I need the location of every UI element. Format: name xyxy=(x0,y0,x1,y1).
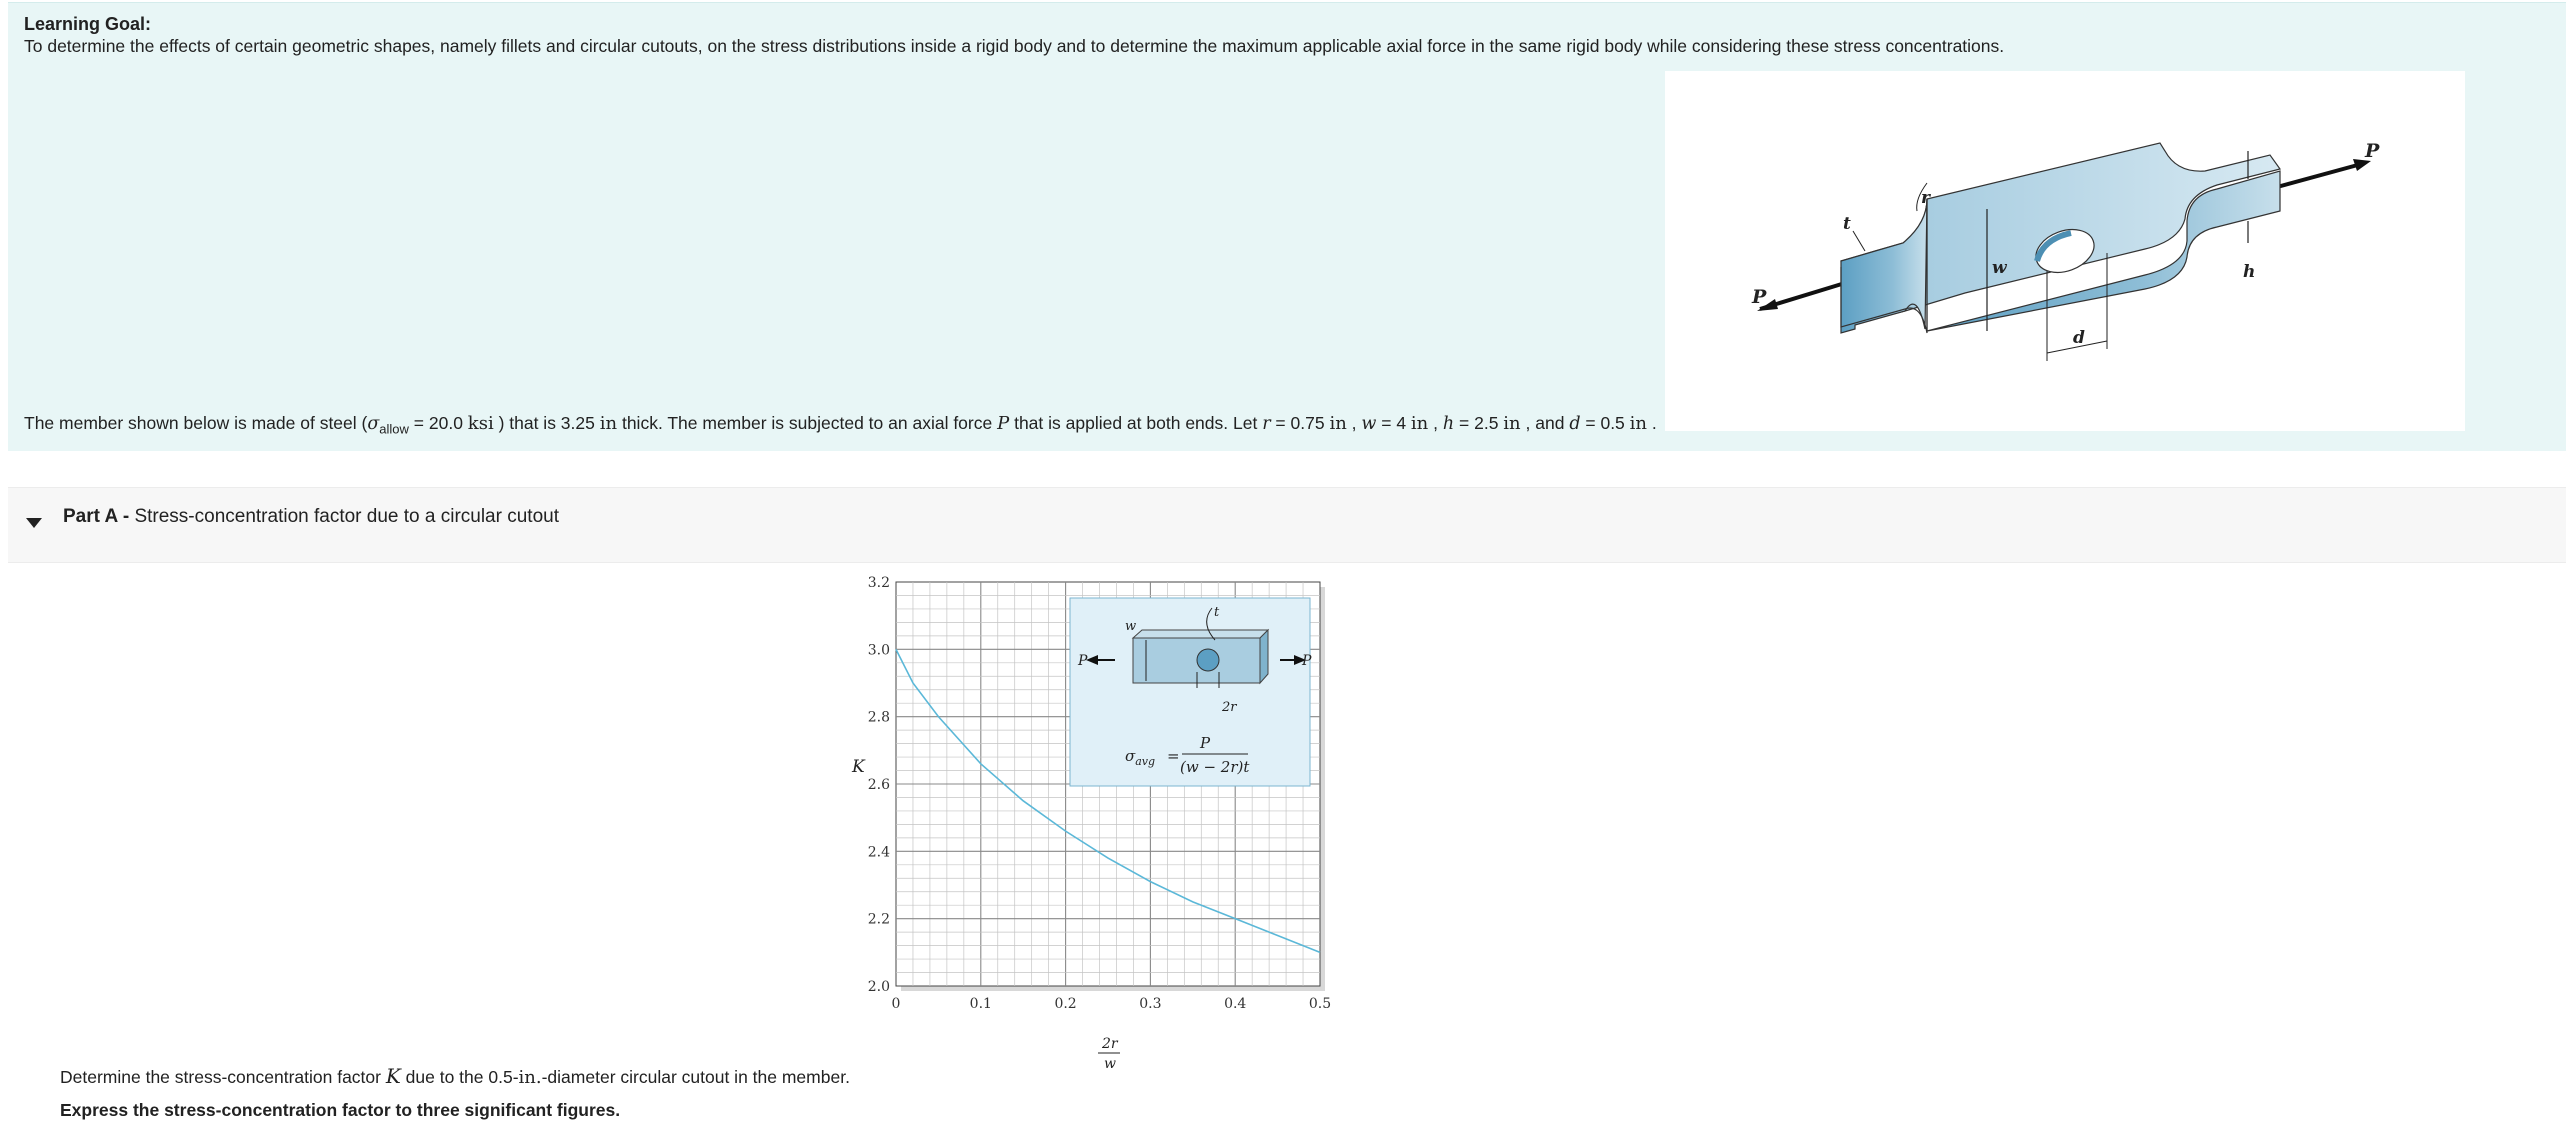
y-tick-label: 2.8 xyxy=(867,709,890,726)
unit-ksi: ksi xyxy=(467,413,494,434)
inset-label-P-right: P xyxy=(1302,653,1312,669)
inset-formula-num: P xyxy=(1200,734,1211,752)
problem-text-segment: thick. The member is subjected to an axial force xyxy=(617,413,998,433)
inset-hole xyxy=(1197,649,1219,671)
x-axis-label-numerator: 2r xyxy=(1102,1036,1118,1052)
label-d: d xyxy=(2073,328,2085,348)
unit-in: in xyxy=(599,413,618,434)
problem-text-segment: , xyxy=(1428,413,1443,433)
problem-text-segment: = 0.5 xyxy=(1580,413,1630,433)
inset-plate-side xyxy=(1260,630,1268,683)
part-a-header[interactable] xyxy=(8,487,2566,563)
part-a-title[interactable] xyxy=(63,506,559,528)
x-tick-label: 0.2 xyxy=(1054,996,1077,1012)
var-P: P xyxy=(997,413,1010,434)
label-P-left: P xyxy=(1752,286,1767,308)
question-segment: due to the 0.5- xyxy=(400,1067,519,1087)
var-d: d xyxy=(1569,414,1581,434)
stress-concentration-chart xyxy=(840,568,1360,1078)
inset-label-P-left: P xyxy=(1078,653,1088,669)
problem-text-segment: , and xyxy=(1520,413,1570,433)
x-tick-label: 0.5 xyxy=(1308,996,1332,1012)
question-segment: -diameter circular cutout in the member. xyxy=(541,1067,850,1087)
sigma-subscript: allow xyxy=(379,421,409,437)
part-a-title-text: Stress-concentration factor due to a circular cutout xyxy=(129,506,559,527)
problem-text-segment: = 20.0 xyxy=(408,413,468,433)
y-axis-label: K xyxy=(852,757,865,777)
inset-formula-sigma: σ xyxy=(1125,747,1136,765)
inset-plate-top xyxy=(1133,630,1268,638)
question-text xyxy=(60,1064,850,1088)
x-tick-label: 0.4 xyxy=(1224,996,1247,1012)
x-tick-label: 0.1 xyxy=(969,996,992,1012)
y-tick-label: 2.0 xyxy=(867,979,890,995)
x-tick-label: 0.3 xyxy=(1139,996,1162,1012)
question-segment: Determine the stress-concentration factor xyxy=(60,1067,386,1087)
question-instruction: Express the stress-concentration factor to three significant figures. xyxy=(60,1100,621,1120)
var-h: h xyxy=(1442,414,1455,434)
learning-goal-text: To determine the effects of certain geometric shapes, namely fillets and circular cutouts, on the stress distributions inside a rigid body and to determine the maximum applicable axial force in the same rigid body while considering these stress concentrations. xyxy=(24,36,2005,56)
unit-in: in xyxy=(1629,413,1648,434)
x-axis-label-denominator: w xyxy=(1104,1056,1116,1072)
inset-label-2r: 2r xyxy=(1222,700,1237,715)
problem-text-segment: , xyxy=(1346,413,1362,433)
force-line-right xyxy=(2277,163,2365,187)
dim-t-pointer xyxy=(1853,231,1865,251)
unit-in: in. xyxy=(518,1067,542,1088)
y-tick-label: 3.2 xyxy=(867,575,890,591)
x-tick-label: 0 xyxy=(891,996,901,1012)
y-tick-label: 2.6 xyxy=(867,777,890,793)
chart-svg xyxy=(840,568,1360,1078)
chart-inset xyxy=(1070,598,1312,786)
label-w: w xyxy=(1992,258,2007,278)
label-t: t xyxy=(1843,214,1851,234)
problem-text-segment: . xyxy=(1647,413,1657,433)
var-K: K xyxy=(385,1064,401,1088)
member-front-face-left xyxy=(1841,199,1927,333)
label-h: h xyxy=(2243,262,2256,282)
inset-formula-eq: = xyxy=(1167,747,1180,765)
inset-formula-den: (w − 2r)t xyxy=(1180,758,1250,776)
y-tick-label: 2.2 xyxy=(867,911,890,928)
y-tick-label: 2.4 xyxy=(867,844,890,861)
unit-in: in xyxy=(1410,413,1429,434)
problem-text-segment: = 2.5 xyxy=(1454,413,1504,433)
unit-in: in xyxy=(1329,413,1347,434)
problem-text-segment: The member shown below is made of steel ( xyxy=(24,413,368,433)
part-a-prefix: Part A - xyxy=(63,506,130,527)
var-w: w xyxy=(1361,414,1377,434)
problem-statement xyxy=(24,413,1657,437)
member-figure xyxy=(1665,71,2465,431)
y-tick-label: 3.0 xyxy=(867,642,890,659)
inset-label-t: t xyxy=(1214,605,1220,620)
label-P-right: P xyxy=(2365,140,2380,162)
learning-goal-panel xyxy=(8,2,2566,451)
member-drawing xyxy=(1665,71,2465,431)
caret-down-icon[interactable] xyxy=(26,518,42,528)
problem-text-segment: = 4 xyxy=(1376,413,1411,433)
problem-text-segment: = 0.75 xyxy=(1270,413,1330,433)
learning-goal-title: Learning Goal: xyxy=(24,14,152,34)
problem-text-segment: that is applied at both ends. Let xyxy=(1009,413,1263,433)
label-r: r xyxy=(1921,188,1930,208)
inset-label-w: w xyxy=(1125,619,1137,634)
problem-text-segment: ) that is 3.25 xyxy=(493,413,600,433)
var-r: r xyxy=(1262,414,1271,434)
inset-formula-sub: avg xyxy=(1135,755,1156,768)
unit-in: in xyxy=(1503,413,1521,434)
sigma-symbol: σ xyxy=(367,414,380,434)
